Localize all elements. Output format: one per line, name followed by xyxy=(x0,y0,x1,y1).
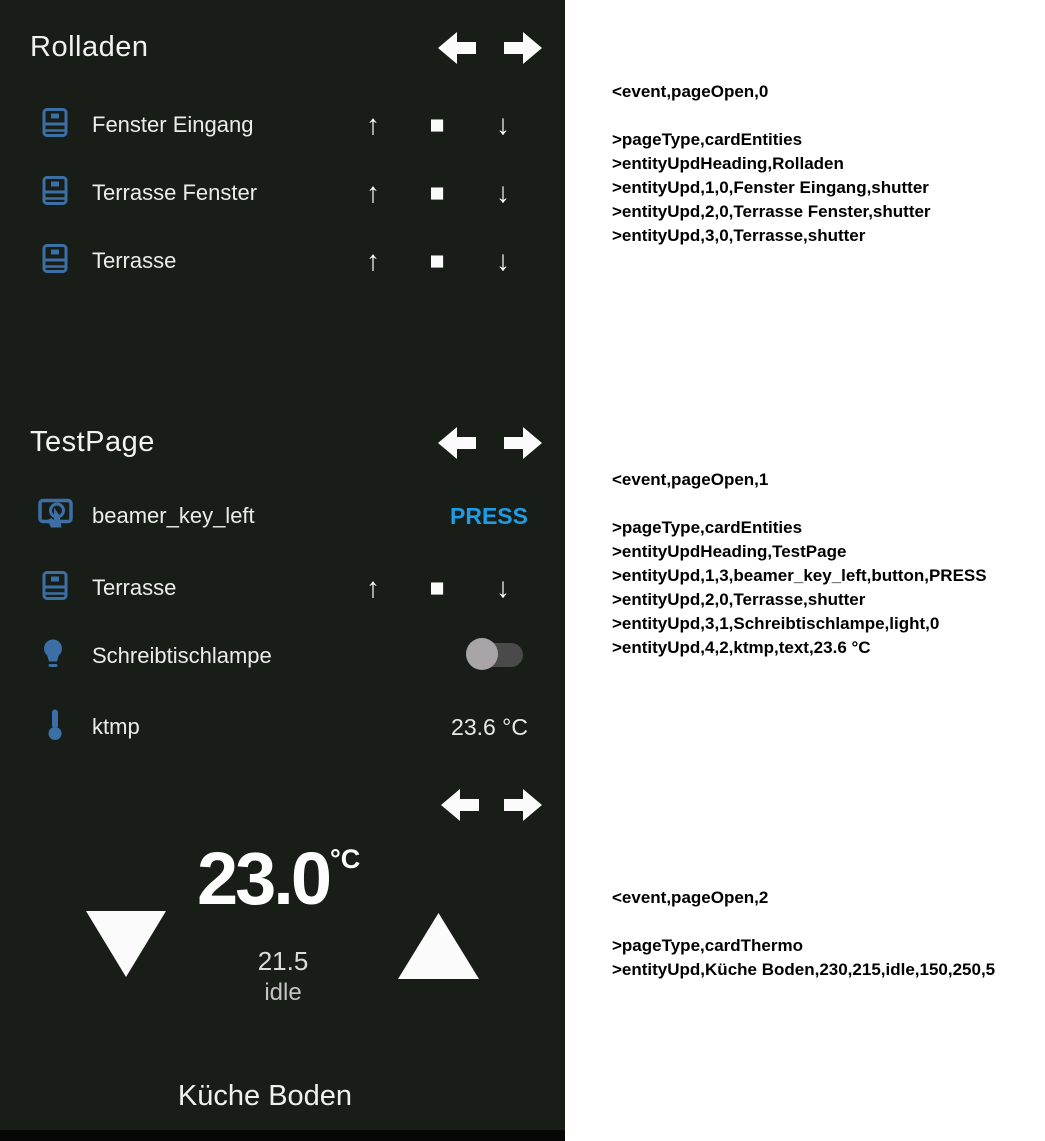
toggle-knob xyxy=(466,638,498,670)
entity-row-terrasse xyxy=(0,570,565,606)
shutter-down-button[interactable]: ↓ xyxy=(496,109,510,140)
light-toggle-switch[interactable] xyxy=(466,638,528,674)
window-shutter-icon xyxy=(42,571,68,606)
lightbulb-icon xyxy=(42,639,64,674)
entity-name: Fenster Eingang xyxy=(92,112,254,137)
temperature-unit: °C xyxy=(330,844,361,874)
protocol-line: >entityUpd,3,0,Terrasse,shutter xyxy=(612,226,866,245)
shutter-up-button[interactable]: ↑ xyxy=(366,245,380,276)
protocol-block-page2 xyxy=(612,886,1042,982)
current-temperature: 23.0 xyxy=(196,837,330,920)
protocol-line: >entityUpd,4,2,ktmp,text,23.6 °C xyxy=(612,638,871,657)
entity-row-schreibtischlampe xyxy=(0,638,565,674)
arrow-left-icon xyxy=(440,810,480,827)
nav-previous-button[interactable] xyxy=(440,787,480,823)
protocol-line: >entityUpdHeading,TestPage xyxy=(612,542,847,561)
entity-name: Terrasse xyxy=(92,248,177,273)
entity-name: Terrasse Fenster xyxy=(92,180,258,205)
nav-next-button[interactable] xyxy=(503,787,543,823)
arrow-right-icon xyxy=(503,53,543,70)
thermometer-icon xyxy=(47,709,63,746)
protocol-line: >entityUpd,1,3,beamer_key_left,button,PRESS xyxy=(612,566,987,585)
entity-row-fenster-eingang xyxy=(0,107,565,143)
gesture-tap-button-icon xyxy=(38,498,74,535)
shutter-up-button[interactable]: ↑ xyxy=(366,109,380,140)
arrow-left-icon xyxy=(437,448,477,465)
nav-next-button[interactable] xyxy=(503,425,543,461)
protocol-line: >entityUpd,1,0,Fenster Eingang,shutter xyxy=(612,178,929,197)
entity-row-terrasse-fenster xyxy=(0,175,565,211)
entity-name: Terrasse xyxy=(92,575,177,600)
protocol-line: >entityUpd,2,0,Terrasse Fenster,shutter xyxy=(612,202,931,221)
shutter-stop-button[interactable]: ■ xyxy=(429,574,445,602)
protocol-line: >pageType,cardEntities xyxy=(612,518,803,537)
entity-row-ktmp xyxy=(0,709,565,745)
entity-row-beamer-key-left xyxy=(0,498,565,534)
thermostat-name: Küche Boden xyxy=(177,1080,353,1112)
shutter-up-button[interactable]: ↑ xyxy=(366,177,380,208)
nav-previous-button[interactable] xyxy=(437,30,477,66)
shutter-down-button[interactable]: ↓ xyxy=(496,245,510,276)
protocol-line: >entityUpdHeading,Rolladen xyxy=(612,154,844,173)
shutter-stop-button[interactable]: ■ xyxy=(429,179,445,207)
temp-decrease-button[interactable] xyxy=(85,910,167,983)
shutter-up-button[interactable]: ↑ xyxy=(366,572,380,603)
protocol-event-line: <event,pageOpen,0 xyxy=(612,82,769,101)
triangle-up-icon xyxy=(397,967,480,984)
window-shutter-icon xyxy=(42,176,68,211)
shutter-down-button[interactable]: ↓ xyxy=(496,177,510,208)
nav-previous-button[interactable] xyxy=(437,425,477,461)
protocol-line: >pageType,cardEntities xyxy=(612,130,803,149)
protocol-line: >pageType,cardThermo xyxy=(612,936,803,955)
shutter-down-button[interactable]: ↓ xyxy=(496,572,510,603)
arrow-right-icon xyxy=(503,810,543,827)
hvac-state: idle xyxy=(264,979,302,1006)
protocol-event-line: <event,pageOpen,1 xyxy=(612,470,769,489)
window-shutter-icon xyxy=(42,244,68,279)
entity-name: beamer_key_left xyxy=(92,503,255,528)
card-thermostat xyxy=(0,770,565,1141)
protocol-event-line: <event,pageOpen,2 xyxy=(612,888,769,907)
temp-increase-button[interactable] xyxy=(397,912,480,985)
shutter-stop-button[interactable]: ■ xyxy=(429,111,445,139)
triangle-down-icon xyxy=(85,965,167,982)
press-button[interactable]: PRESS xyxy=(450,503,528,529)
page-title: Rolladen xyxy=(30,31,149,63)
arrow-right-icon xyxy=(503,448,543,465)
card-rolladen xyxy=(0,0,565,395)
target-temperature: 21.5 xyxy=(257,946,309,976)
shutter-stop-button[interactable]: ■ xyxy=(429,247,445,275)
protocol-line: >entityUpd,Küche Boden,230,215,idle,150,250,5 xyxy=(612,960,996,979)
entity-row-terrasse xyxy=(0,243,565,279)
protocol-line: >entityUpd,2,0,Terrasse,shutter xyxy=(612,590,866,609)
card-testpage xyxy=(0,395,565,770)
entity-name: Schreibtischlampe xyxy=(92,643,272,668)
screen-bezel-edge xyxy=(0,1130,565,1141)
page-title: TestPage xyxy=(30,426,155,458)
nav-next-button[interactable] xyxy=(503,30,543,66)
protocol-block-page0 xyxy=(612,80,1042,248)
window-shutter-icon xyxy=(42,108,68,143)
arrow-left-icon xyxy=(437,53,477,70)
protocol-line: >entityUpd,3,1,Schreibtischlampe,light,0 xyxy=(612,614,940,633)
entity-name: ktmp xyxy=(92,714,140,739)
protocol-block-page1 xyxy=(612,468,1042,660)
sensor-value: 23.6 °C xyxy=(451,714,528,740)
